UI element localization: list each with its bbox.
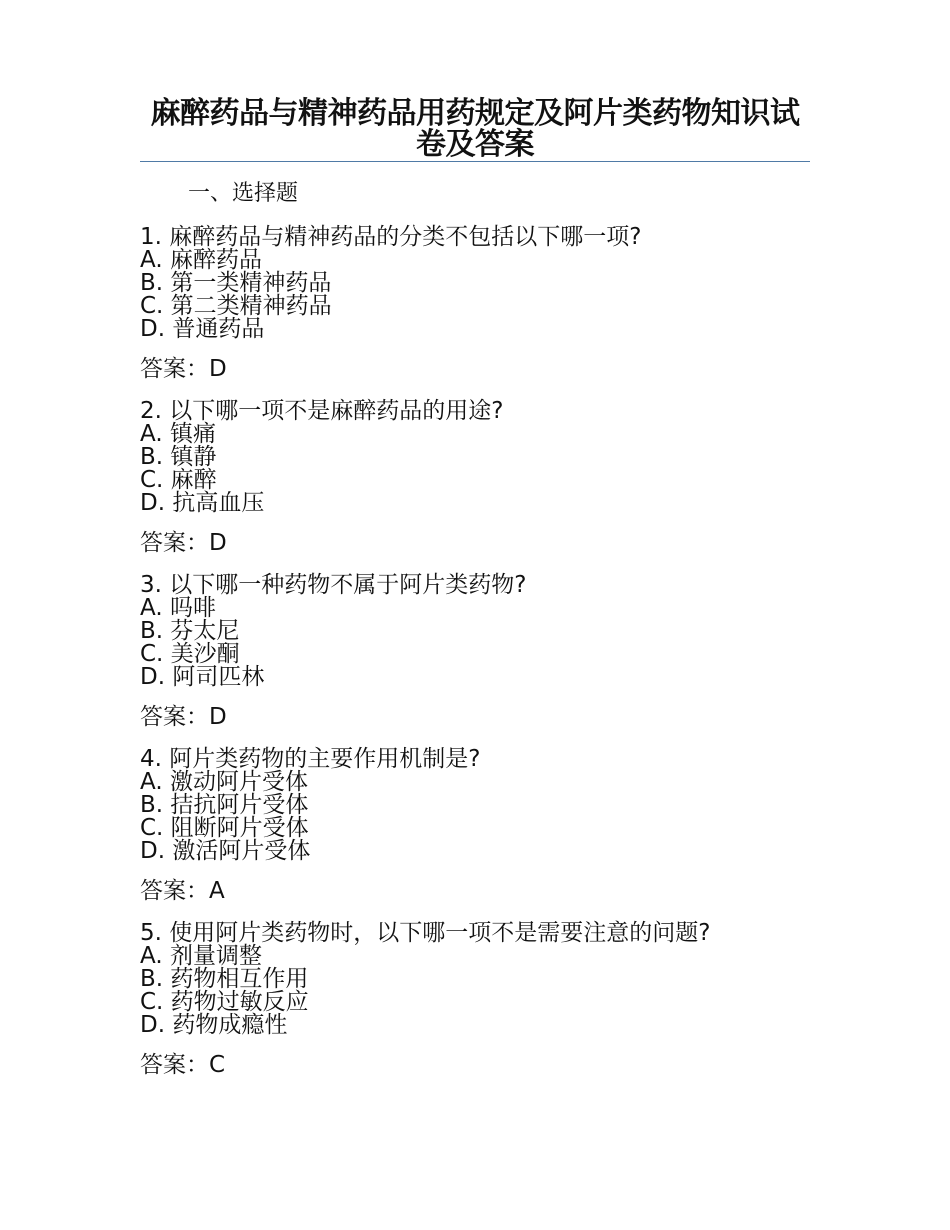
option-d: D. 普通药品: [140, 316, 265, 342]
option-c: C. 阻断阿片受体: [140, 815, 309, 841]
question-list: [140, 226, 820, 1096]
question-3: [140, 574, 820, 748]
answer: 答案：D: [140, 530, 227, 556]
option-a: A. 吗啡: [140, 595, 216, 621]
option-a: A. 剂量调整: [140, 943, 262, 969]
question-5: [140, 922, 820, 1096]
question-stem: 1. 麻醉药品与精神药品的分类不包括以下哪一项?: [140, 224, 642, 250]
option-d: D. 药物成瘾性: [140, 1012, 288, 1038]
question-4: [140, 748, 820, 922]
question-2: [140, 400, 820, 574]
answer: 答案：D: [140, 356, 227, 382]
option-b: B. 镇静: [140, 444, 217, 470]
option-b: B. 药物相互作用: [140, 966, 309, 992]
option-b: B. 拮抗阿片受体: [140, 792, 309, 818]
question-stem: 5. 使用阿片类药物时，以下哪一项不是需要注意的问题?: [140, 920, 711, 946]
question-stem: 4. 阿片类药物的主要作用机制是?: [140, 746, 481, 772]
option-b: B. 芬太尼: [140, 618, 240, 644]
option-d: D. 抗高血压: [140, 490, 265, 516]
answer: 答案：D: [140, 704, 227, 730]
title-divider: [140, 161, 810, 162]
question-1: [140, 226, 820, 400]
option-a: A. 激动阿片受体: [140, 769, 308, 795]
answer: 答案：C: [140, 1052, 226, 1078]
option-c: C. 第二类精神药品: [140, 293, 332, 319]
option-a: A. 镇痛: [140, 421, 216, 447]
document-title: 麻醉药品与精神药品用药规定及阿片类药物知识试卷及答案: [150, 96, 800, 162]
section-heading: 一、选择题: [188, 181, 299, 206]
option-b: B. 第一类精神药品: [140, 270, 332, 296]
option-c: C. 美沙酮: [140, 641, 240, 667]
question-stem: 2. 以下哪一项不是麻醉药品的用途?: [140, 398, 504, 424]
option-d: D. 阿司匹林: [140, 664, 265, 690]
question-stem: 3. 以下哪一种药物不属于阿片类药物?: [140, 572, 527, 598]
option-a: A. 麻醉药品: [140, 247, 262, 273]
option-c: C. 药物过敏反应: [140, 989, 309, 1015]
option-d: D. 激活阿片受体: [140, 838, 311, 864]
answer: 答案：A: [140, 878, 225, 904]
option-c: C. 麻醉: [140, 467, 217, 493]
